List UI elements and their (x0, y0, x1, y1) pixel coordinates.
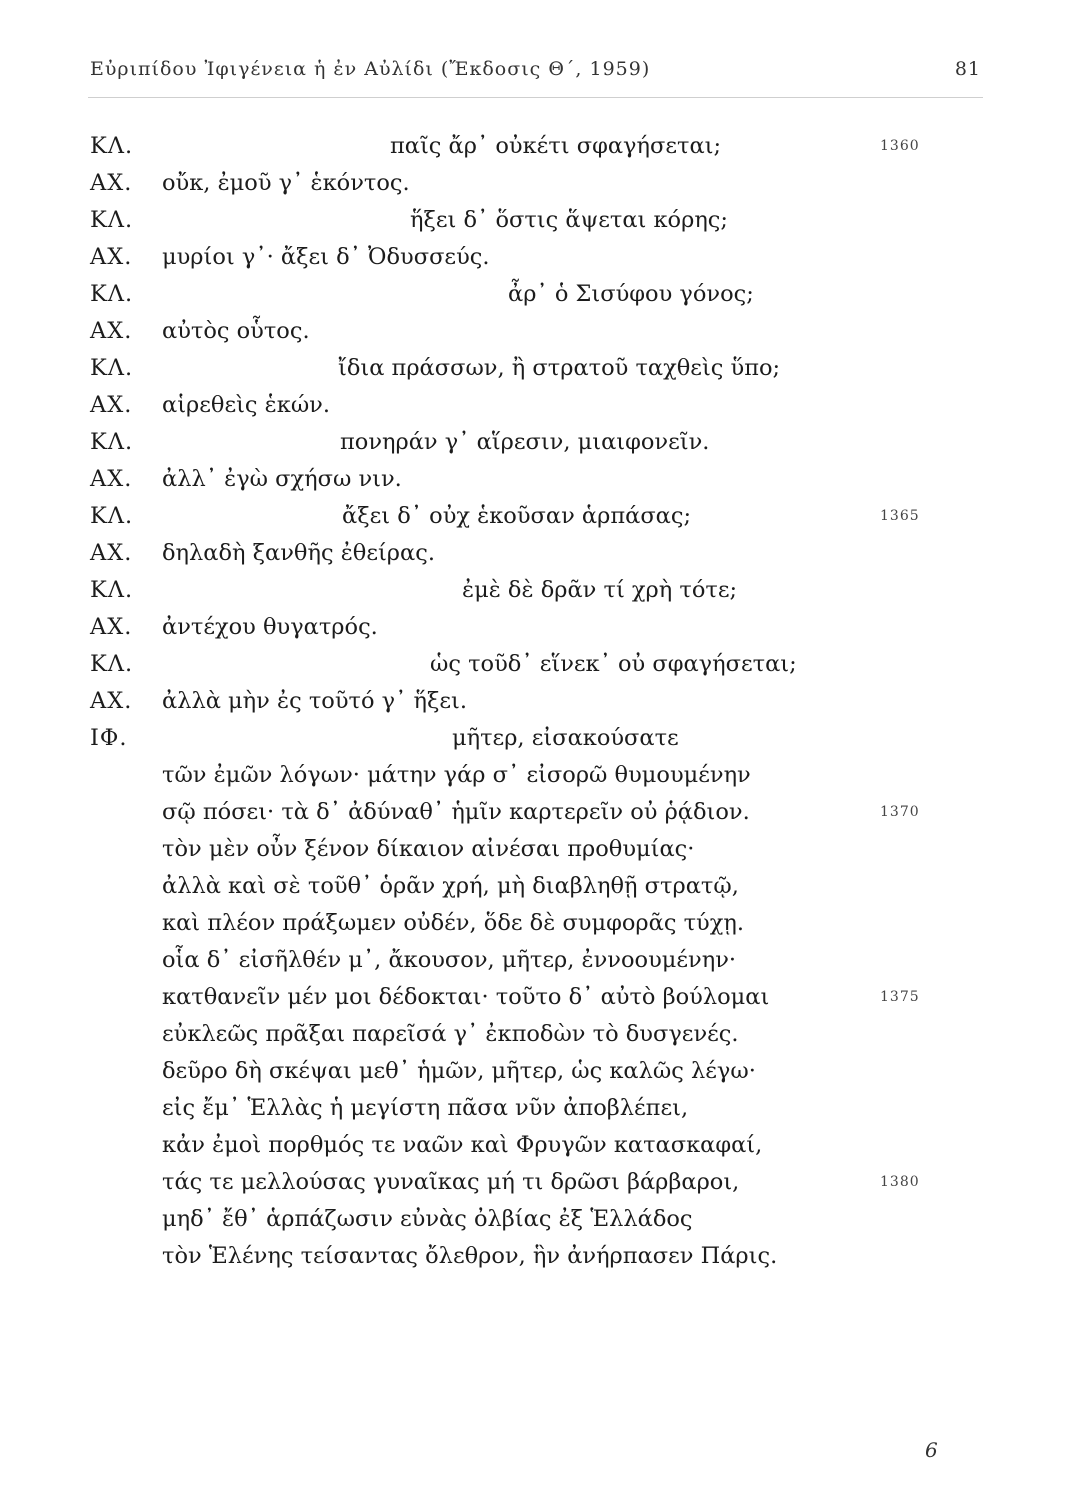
speaker-label: ΚΛ. (90, 429, 134, 455)
speaker-label: ΚΛ. (90, 355, 134, 381)
verse-text (90, 128, 990, 1275)
verse-text-line: ἀλλὰ μὴν ἐς τοῦτό γ᾽ ἥξει. (162, 688, 467, 714)
verse-line (90, 424, 990, 461)
verse-text-line: μυρίοι γ᾽· ἄξει δ᾽ Ὀδυσσεύς. (162, 244, 490, 270)
verse-text-line: ὡς τοῦδ᾽ εἵνεκ᾽ οὐ σφαγήσεται; (430, 651, 797, 677)
verse-text-line: δεῦρο δὴ σκέψαι μεθ᾽ ἡμῶν, μῆτερ, ὡς καλῶς λέγω· (162, 1058, 756, 1084)
speaker-label: ΚΛ. (90, 207, 134, 233)
verse-text-line: εἰς ἔμ᾽ Ἑλλὰς ἡ μεγίστη πᾶσα νῦν ἀποβλέπει, (162, 1095, 689, 1121)
verse-line (90, 646, 990, 683)
verse-line (90, 128, 990, 165)
verse-line (90, 1127, 990, 1164)
verse-text-line: καὶ πλέον πράξωμεν οὐδέν, ὅδε δὲ συμφορᾶς τύχῃ. (162, 910, 744, 936)
verse-text-line: τάς τε μελλούσας γυναῖκας μή τι δρῶσι βάρβαροι, (162, 1169, 740, 1195)
verse-line (90, 350, 990, 387)
verse-line (90, 794, 990, 831)
verse-line (90, 868, 990, 905)
verse-line (90, 387, 990, 424)
line-number: 1360 (880, 138, 920, 154)
speaker-label: ΚΛ. (90, 503, 134, 529)
verse-line (90, 535, 990, 572)
verse-text-line: ἥξει δ᾽ ὅστις ἅψεται κόρης; (410, 207, 728, 233)
verse-line (90, 1238, 990, 1275)
verse-text-line: ἀλλ᾽ ἐγὼ σχήσω νιν. (162, 466, 402, 492)
verse-line (90, 831, 990, 868)
verse-text-line: τὸν Ἑλένης τείσαντας ὄλεθρον, ἣν ἀνήρπασεν Πάρις. (162, 1243, 778, 1269)
speaker-label: ΚΛ. (90, 577, 134, 603)
verse-text-line: εὐκλεῶς πρᾶξαι παρεῖσά γ᾽ ἐκποδὼν τὸ δυσγενές. (162, 1021, 739, 1047)
speaker-label: ΑΧ. (90, 392, 133, 418)
verse-text-line: ἆρ᾽ ὁ Σισύφου γόνος; (508, 281, 754, 307)
line-number: 1370 (880, 804, 920, 820)
verse-text-line: κἀν ἐμοὶ πορθμός τε ναῶν καὶ Φρυγῶν κατασκαφαί, (162, 1132, 763, 1158)
speaker-label: ΙΦ. (90, 725, 128, 751)
verse-line (90, 979, 990, 1016)
verse-line (90, 165, 990, 202)
verse-text-line: τὸν μὲν οὖν ξένον δίκαιον αἰνέσαι προθυμίας· (162, 836, 695, 862)
speaker-label: ΑΧ. (90, 170, 133, 196)
line-number: 1365 (880, 508, 920, 524)
verse-line (90, 461, 990, 498)
verse-line (90, 239, 990, 276)
speaker-label: ΑΧ. (90, 318, 133, 344)
verse-line (90, 1201, 990, 1238)
speaker-label: ΑΧ. (90, 688, 133, 714)
running-title: Εὐριπίδου Ἰφιγένεια ἡ ἐν Αὐλίδι (Ἔκδοσις Θ΄, 1959) (90, 58, 651, 80)
verse-text-line: μηδ᾽ ἔθ᾽ ἁρπάζωσιν εὐνὰς ὀλβίας ἐξ Ἑλλάδος (162, 1206, 693, 1232)
verse-text-line: ἄξει δ᾽ οὐχ ἑκοῦσαν ἁρπάσας; (342, 503, 692, 529)
line-number: 1380 (880, 1174, 920, 1190)
verse-line (90, 609, 990, 646)
verse-text-line: αὐτὸς οὗτος. (162, 318, 310, 344)
verse-line (90, 1016, 990, 1053)
verse-line (90, 942, 990, 979)
verse-text-line: οἷα δ᾽ εἰσῆλθέν μ᾽, ἄκουσον, μῆτερ, ἐννοουμένην· (162, 947, 737, 973)
verse-line (90, 202, 990, 239)
speaker-label: ΑΧ. (90, 540, 133, 566)
verse-text-line: σῷ πόσει· τὰ δ᾽ ἀδύναθ᾽ ἡμῖν καρτερεῖν οὐ ῥᾴδιον. (162, 799, 750, 825)
verse-line (90, 572, 990, 609)
speaker-label: ΑΧ. (90, 466, 133, 492)
speaker-label: ΚΛ. (90, 281, 134, 307)
verse-line (90, 720, 990, 757)
verse-line (90, 1164, 990, 1201)
speaker-label: ΚΛ. (90, 651, 134, 677)
signature-mark: 6 (925, 1438, 938, 1462)
verse-text-line: ἴδια πράσσων, ἢ στρατοῦ ταχθεὶς ὕπο; (338, 355, 781, 381)
verse-line (90, 905, 990, 942)
line-number: 1375 (880, 989, 920, 1005)
verse-text-line: κατθανεῖν μέν μοι δέδοκται· τοῦτο δ᾽ αὐτὸ βούλομαι (162, 984, 770, 1010)
verse-text-line: δηλαδὴ ξανθῆς ἐθείρας. (162, 540, 435, 566)
header-rule (88, 97, 983, 98)
verse-line (90, 276, 990, 313)
speaker-label: ΚΛ. (90, 133, 134, 159)
verse-text-line: ἀλλὰ καὶ σὲ τοῦθ᾽ ὁρᾶν χρή, μὴ διαβληθῇ στρατῷ, (162, 873, 739, 899)
speaker-label: ΑΧ. (90, 614, 133, 640)
running-header (90, 58, 981, 88)
verse-line (90, 683, 990, 720)
verse-text-line: αἱρεθεὶς ἑκών. (162, 392, 330, 418)
speaker-label: ΑΧ. (90, 244, 133, 270)
verse-line (90, 757, 990, 794)
verse-text-line: τῶν ἐμῶν λόγων· μάτην γάρ σ᾽ εἰσορῶ θυμουμένην (162, 762, 751, 788)
verse-text-line: πονηράν γ᾽ αἵρεσιν, μιαιφονεῖν. (340, 429, 710, 455)
verse-text-line: μῆτερ, εἰσακούσατε (452, 725, 679, 751)
verse-text-line: παῖς ἄρ᾽ οὐκέτι σφαγήσεται; (390, 133, 722, 159)
verse-line (90, 1053, 990, 1090)
verse-text-line: ἀντέχου θυγατρός. (162, 614, 378, 640)
verse-line (90, 1090, 990, 1127)
verse-text-line: οὔκ, ἐμοῦ γ᾽ ἑκόντος. (162, 170, 410, 196)
page-number: 81 (954, 58, 981, 80)
verse-line (90, 498, 990, 535)
verse-line (90, 313, 990, 350)
verse-text-line: ἐμὲ δὲ δρᾶν τί χρὴ τότε; (462, 577, 738, 603)
